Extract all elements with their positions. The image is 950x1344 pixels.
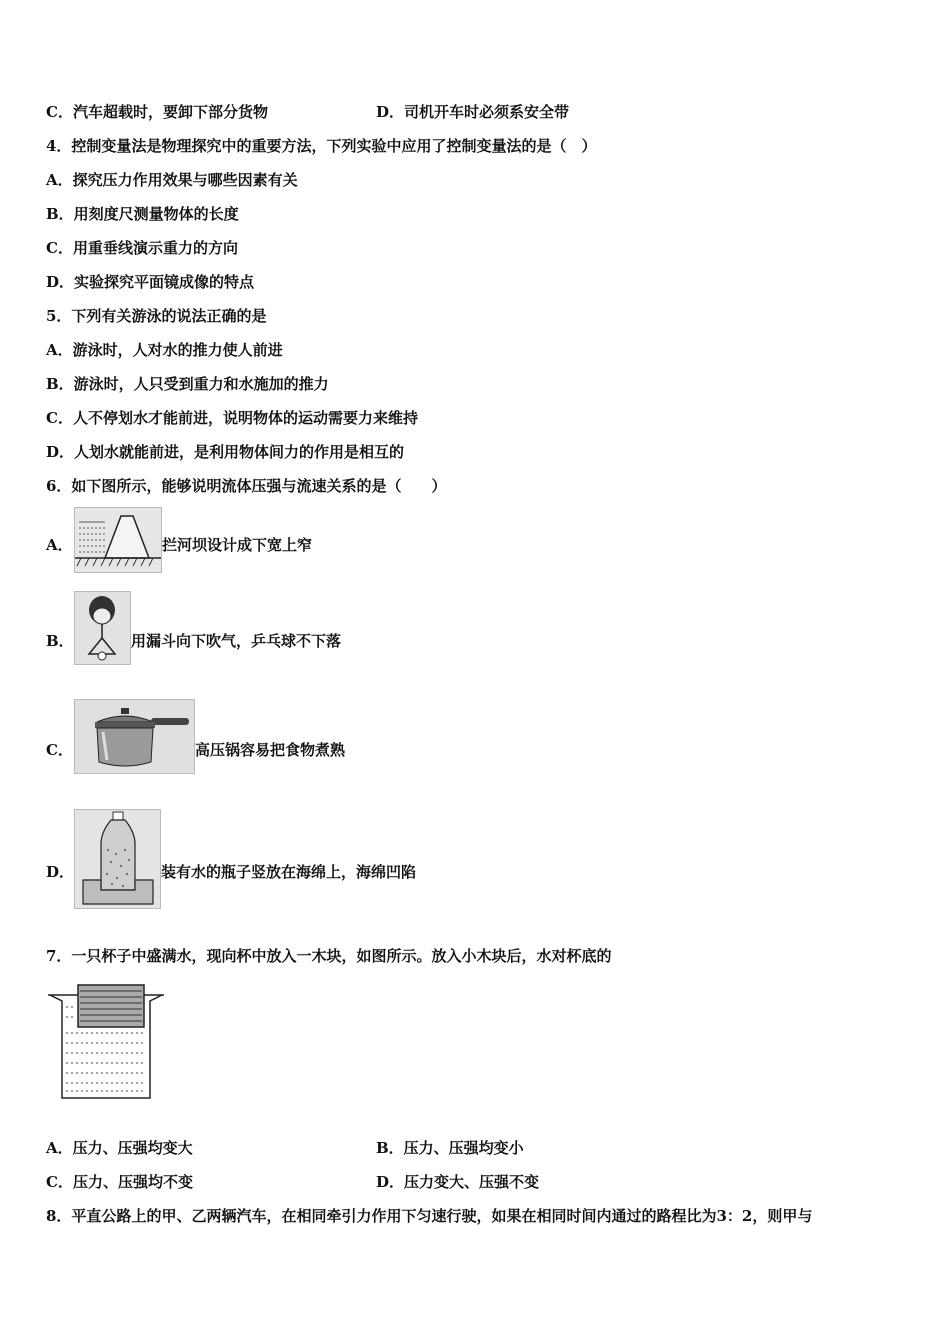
funnel-figure (74, 591, 131, 665)
q5-option-a: A．游泳时，人对水的推力使人前进 (46, 341, 283, 359)
q6-stem: 6．如下图所示，能够说明流体压强与流速关系的是（ ） (46, 477, 447, 495)
bottle-sponge-illustration (75, 810, 160, 908)
q5-stem: 5．下列有关游泳的说法正确的是 (46, 307, 267, 325)
bottle-sponge-figure (74, 809, 161, 909)
q6-option-b-label: B． (46, 632, 74, 650)
q4-stem: 4．控制变量法是物理探究中的重要方法，下列实验中应用了控制变量法的是（ ） (46, 137, 597, 155)
q7-option-c: C．压力、压强均不变 (46, 1173, 193, 1191)
q5-option-d: D．人划水就能前进，是利用物体间力的作用是相互的 (46, 443, 405, 461)
q4-option-a: A．探究压力作用效果与哪些因素有关 (46, 171, 298, 189)
dam-figure (74, 507, 162, 573)
q7-option-d: D．压力变大、压强不变 (376, 1173, 540, 1191)
q8-stem: 8．平直公路上的甲、乙两辆汽车，在相同牵引力作用下匀速行驶，如果在相同时间内通过的路程比为3：2，则甲与 (46, 1207, 813, 1225)
q7-option-b: B．压力、压强均变小 (376, 1139, 524, 1157)
q5-option-c: C．人不停划水才能前进，说明物体的运动需要力来维持 (46, 409, 418, 427)
funnel-illustration (75, 592, 130, 664)
q6-option-d-label: D． (46, 863, 75, 881)
pressure-cooker-illustration (75, 700, 194, 773)
q6-option-a-text: 拦河坝设计成下宽上窄 (162, 536, 313, 554)
q4-option-b: B．用刻度尺测量物体的长度 (46, 205, 239, 223)
q6-option-b-text: 用漏斗向下吹气，乒乓球不下落 (131, 632, 342, 650)
q3-option-c: C．汽车超载时，要卸下部分货物 (46, 103, 268, 121)
q4-option-d: D．实验探究平面镜成像的特点 (46, 273, 255, 291)
cup-figure (46, 981, 166, 1101)
dam-illustration (75, 508, 161, 572)
q3-option-d: D．司机开车时必须系安全带 (376, 103, 570, 121)
q5-option-b: B．游泳时，人只受到重力和水施加的推力 (46, 375, 329, 393)
cup-with-wood-illustration (46, 981, 166, 1101)
q6-option-c-label: C． (46, 741, 73, 759)
q6-option-c-text: 高压锅容易把食物煮熟 (195, 741, 346, 759)
pressure-cooker-figure (74, 699, 195, 774)
q6-option-d-text: 装有水的瓶子竖放在海绵上，海绵凹陷 (161, 863, 417, 881)
q7-option-a: A．压力、压强均变大 (46, 1139, 193, 1157)
q7-stem: 7．一只杯子中盛满水，现向杯中放入一木块，如图所示。放入小木块后，水对杯底的 (46, 947, 612, 965)
q4-option-c: C．用重垂线演示重力的方向 (46, 239, 238, 257)
q6-option-a-label: A． (46, 536, 73, 554)
